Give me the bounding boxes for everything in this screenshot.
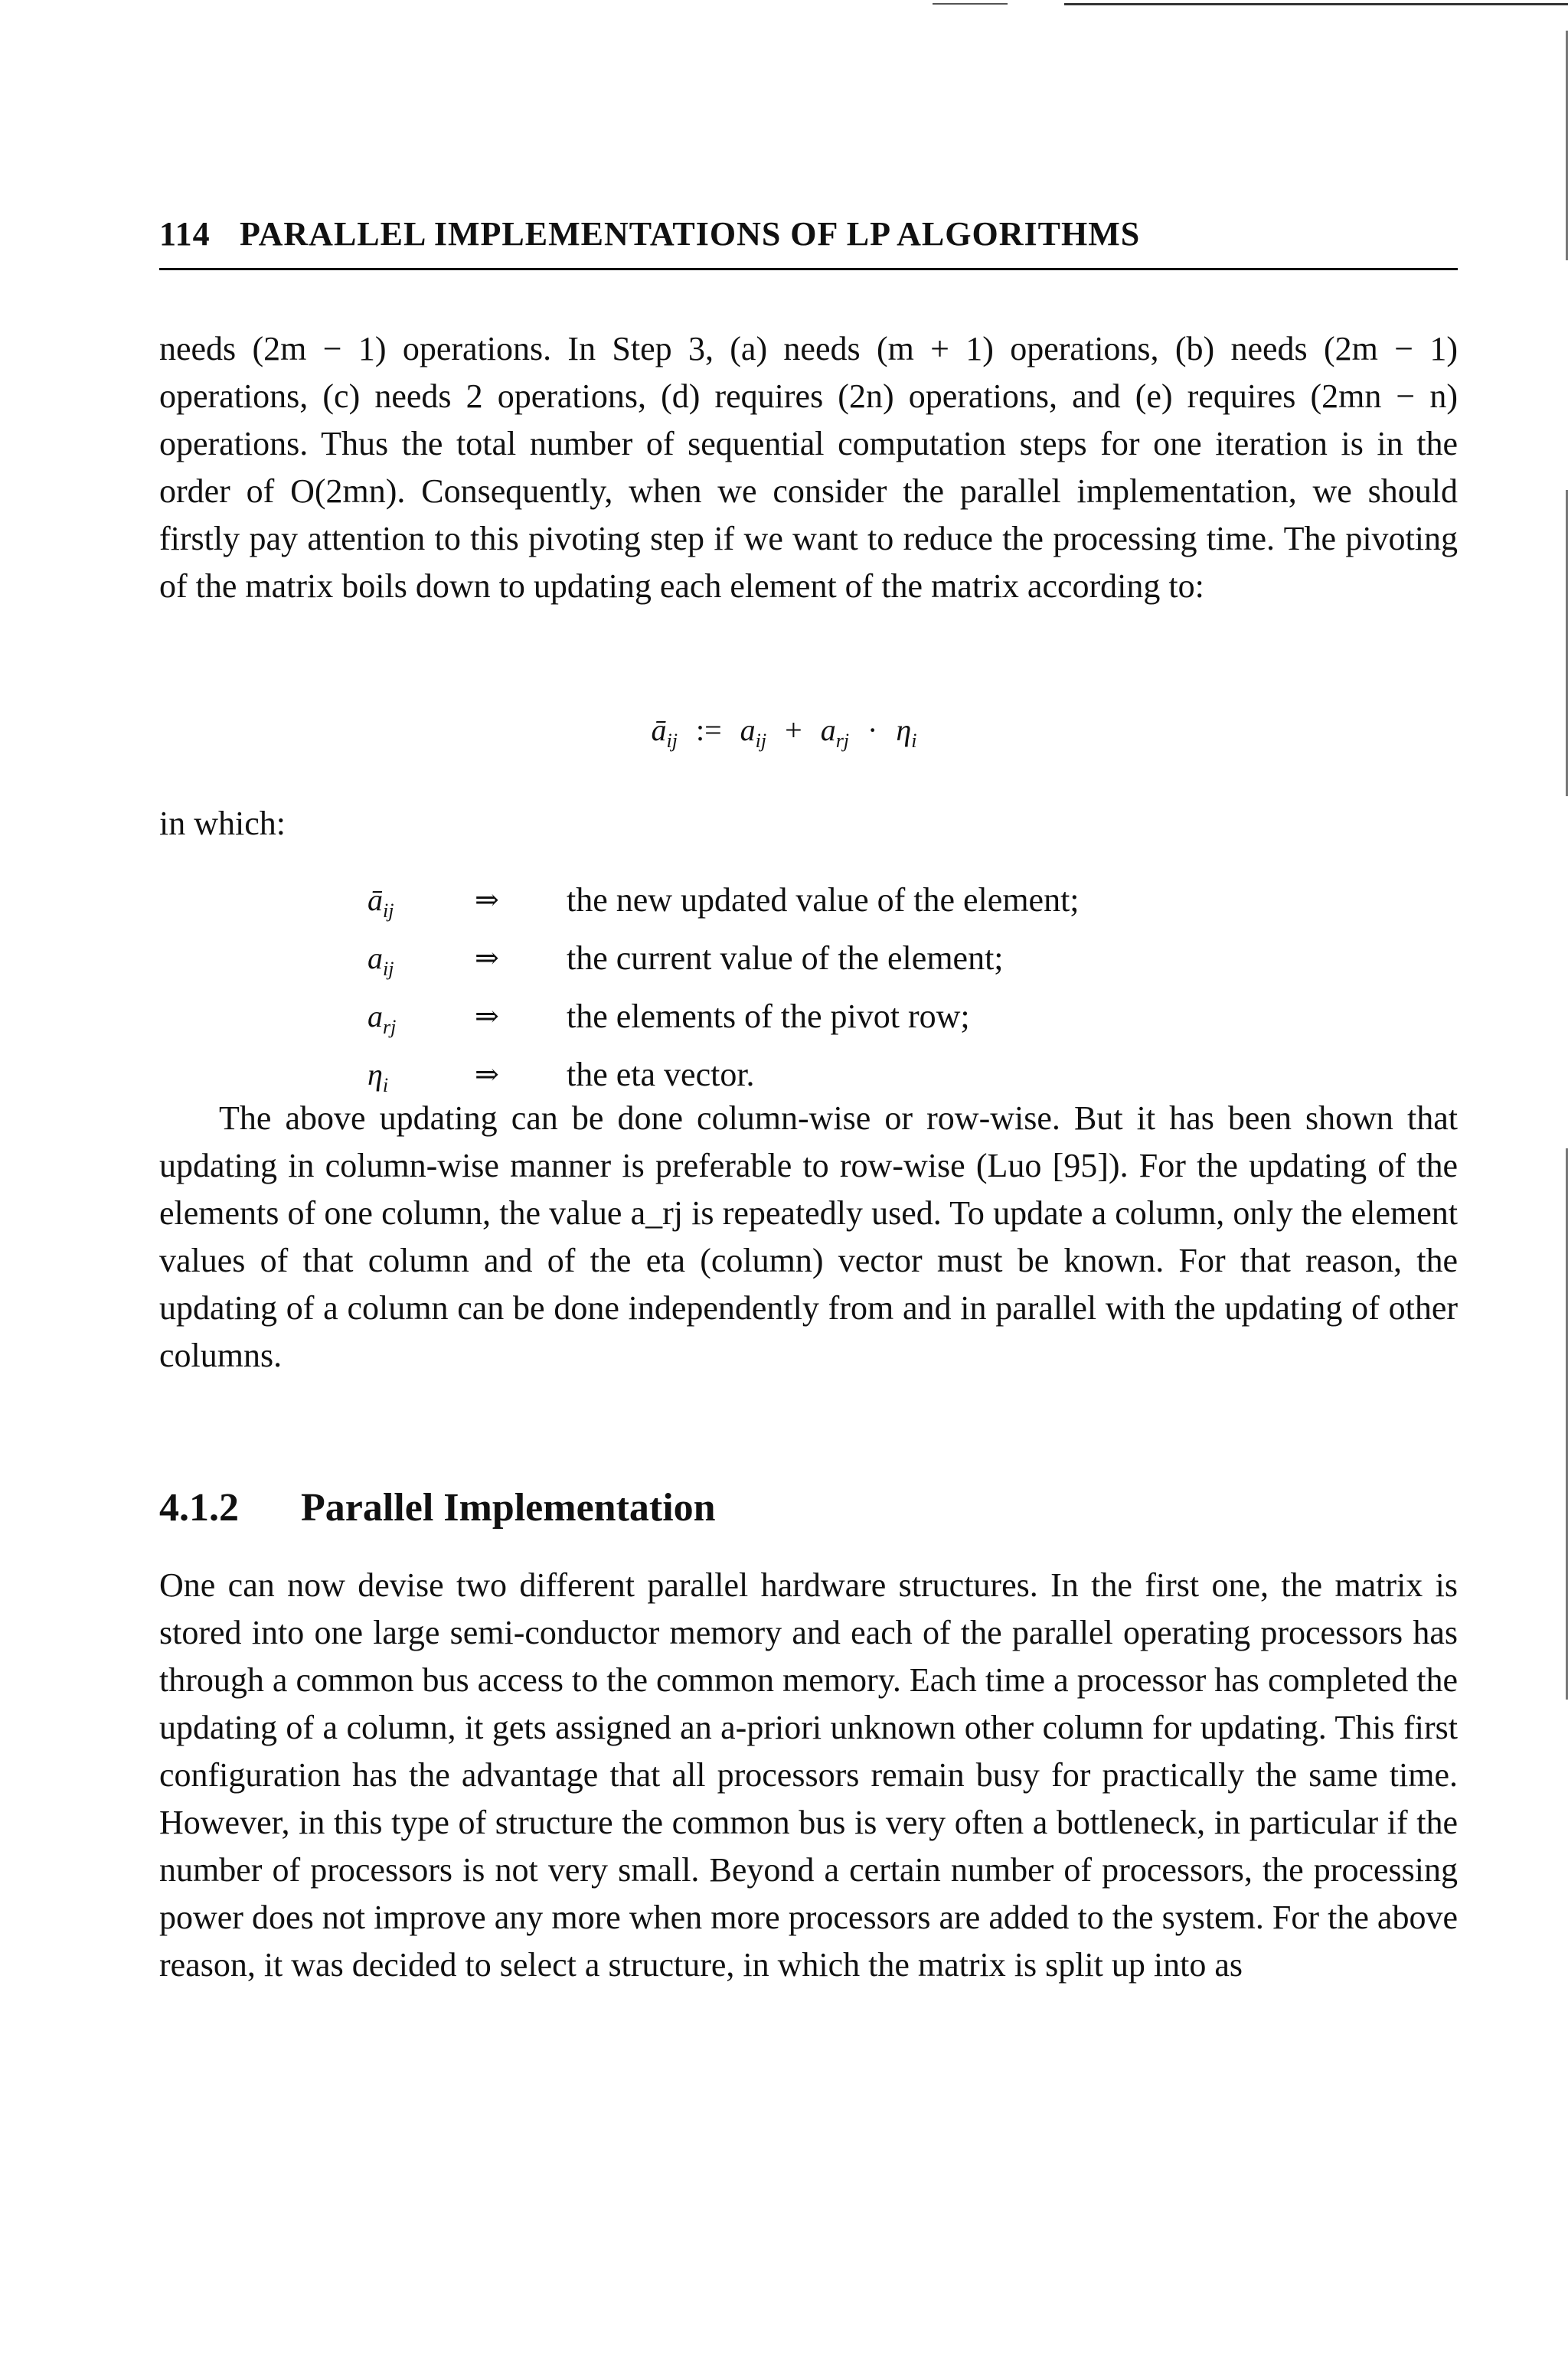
running-title: PARALLEL IMPLEMENTATIONS OF LP ALGORITHMS <box>240 215 1141 253</box>
formula-term-arj: $a_{rj}$ <box>820 713 850 752</box>
section-title: Parallel Implementation <box>301 1486 716 1530</box>
definition-row <box>368 935 1080 993</box>
definition-symbol: $a_{ij}$ <box>368 941 394 980</box>
definition-text: the new updated value of the element; <box>567 881 1080 919</box>
implies-arrow: ⇒ <box>475 1059 499 1091</box>
scan-artifact-line <box>933 3 1008 5</box>
page-number: 114 <box>159 215 211 253</box>
section-heading <box>159 1485 716 1530</box>
implies-arrow: ⇒ <box>475 1001 499 1033</box>
in-which-label: in which: <box>159 805 286 842</box>
paragraph-column-updating <box>159 1095 1458 1380</box>
definition-text: the eta vector. <box>567 1056 755 1093</box>
paragraph-text: The above updating can be done column-wise or row-wise. But it has been shown that updating in column-wise manner is preferable to row-wise (Luo [95]). For the updating of the elements of one column, the value a_rj is repeatedly used. To update a column, only the element values of that column and of the eta (column) vector must be known. For that reason, the updating of a column can be done independently from and in parallel with the updating of other columns. <box>159 1099 1458 1374</box>
definition-symbol: $a_{rj}$ <box>368 999 397 1038</box>
definition-symbol: $\eta_i$ <box>368 1057 389 1096</box>
formula-term-aij: $a_{ij}$ <box>740 713 767 752</box>
formula-term-eta: $\eta_i$ <box>896 713 917 752</box>
paragraph-hardware-structures <box>159 1562 1458 1989</box>
formula-plus: + <box>785 713 802 747</box>
implies-arrow: ⇒ <box>475 884 499 916</box>
formula-dot: · <box>867 713 878 747</box>
scan-artifact-line <box>1064 3 1568 5</box>
paragraph-text: One can now devise two different parallel hardware structures. In the first one, the matrix is stored into one large semi-conductor memory and each of the parallel operating processors has through a common bus access to the common memory. Each time a processor has completed the updating of a column, it gets assigned an a-priori unknown other column for updating. This first configuration has the advantage that all processors remain busy for practically the same time. However, in this type of structure the common bus is very often a bottleneck, in particular if the number of processors is not very small. Beyond a certain number of processors, the processing power does not improve any more when more processors are added to the system. For the above reason, it was decided to select a structure, in which the matrix is split up into as <box>159 1566 1458 1984</box>
formula-assign: := <box>696 713 722 747</box>
implies-arrow: ⇒ <box>475 942 499 975</box>
definition-row <box>368 993 1080 1051</box>
definition-row <box>368 877 1080 935</box>
paragraph-text: needs (2m − 1) operations. In Step 3, (a) needs (m + 1) operations, (b) needs (2m − 1) operations, (c) needs 2 operations, (d) requires (2n) operations, and (e) requires (2mn − n) operations. Thus the total number of sequential computation steps for one iteration is in the order of O(2mn). Consequently, when we consider the parallel implementation, we should firstly pay attention to this pivoting step if we want to reduce the processing time. The pivoting of the matrix boils down to updating each element of the matrix according to: <box>159 330 1458 605</box>
paragraph-step-costs <box>159 325 1458 610</box>
formula-lhs: $ā_{ij}$ <box>651 713 678 752</box>
definition-symbol: $ā_{ij}$ <box>368 883 394 922</box>
pivot-update-formula <box>0 712 1568 753</box>
definition-text: the current value of the element; <box>567 939 1004 977</box>
running-header <box>159 214 1458 270</box>
section-number: 4.1.2 <box>159 1486 239 1530</box>
definition-text: the elements of the pivot row; <box>567 998 970 1035</box>
symbol-definitions <box>368 877 1080 1109</box>
